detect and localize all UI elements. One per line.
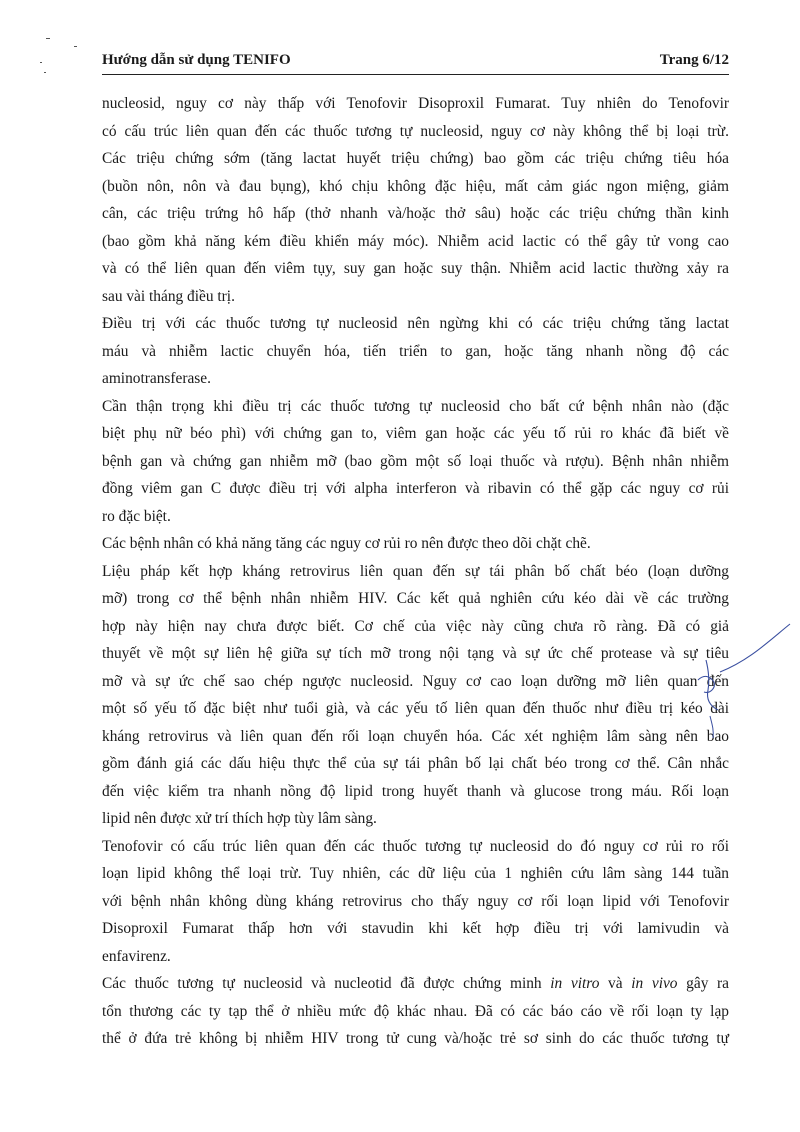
scan-mark-2 <box>74 46 77 47</box>
text-line: Cần thận trọng khi điều trị các thuốc tương tự nucleosid cho bất cứ bệnh nhân nào (đặc <box>102 397 729 415</box>
scan-mark-3 <box>40 62 42 63</box>
text-line: mỡ và sự ức chế sao chép ngược nucleosid. Nguy cơ cao loạn dưỡng mỡ liên quan đến <box>102 672 729 690</box>
handwritten-signature <box>680 620 792 740</box>
text-line: Các bệnh nhân có khả năng tăng các nguy cơ rủi ro nên được theo dõi chặt chẽ. <box>102 535 591 552</box>
paragraph <box>102 393 729 531</box>
text-line: có cấu trúc liên quan đến các thuốc tương tự nucleosid, nguy cơ này không thể bị loại trừ. <box>102 122 729 140</box>
text-line: tổn thương các ty tạp thể ở nhiều mức độ khác nhau. Đã có các báo cáo về rối loạn ty lạp <box>102 1002 729 1020</box>
scan-mark-1 <box>46 38 50 39</box>
page-number: Trang 6/12 <box>659 52 729 68</box>
text-line: mỡ) trong cơ thể bệnh nhân nhiễm HIV. Các kết quả nghiên cứu kéo dài về các trường <box>102 590 729 607</box>
header-rule <box>102 74 729 75</box>
text-line: Các triệu chứng sớm (tăng lactat huyết triệu chứng) bao gồm các triệu chứng tiêu hóa <box>102 150 729 167</box>
text-line: biệt phụ nữ béo phì) với chứng gan to, viêm gan hoặc các yếu tố rủi ro khác đã biết về <box>102 425 729 442</box>
text-line: (bao gồm khả năng kém điều khiển máy móc). Nhiễm acid lactic có thể gây tử vong cao <box>102 232 729 250</box>
text-line: với bệnh nhân không dùng kháng retrovirus cho thấy nguy cơ rối loạn lipid với Tenofovir <box>102 892 729 910</box>
document-body <box>102 90 729 1053</box>
text-line: thể ở đứa trẻ không bị nhiễm HIV trong tử cung và/hoặc trẻ sơ sinh do các thuốc tương tự <box>102 1030 729 1047</box>
paragraph <box>102 558 729 833</box>
text-line: đồng viêm gan C được điều trị với alpha interferon và ribavin có thể gặp các nguy cơ rủi <box>102 480 729 497</box>
text-line: sau vài tháng điều trị. <box>102 287 235 305</box>
text-line: hợp này hiện nay chưa được biết. Cơ chế của việc này cũng chưa rõ ràng. Đã có giả <box>102 617 729 635</box>
text-line: máu và nhiễm lactic chuyển hóa, tiến triển to gan, hoặc tăng nhanh nồng độ các <box>102 342 729 360</box>
text-line: enfavirenz. <box>102 947 171 965</box>
text-line: Các thuốc tương tự nucleosid và nucleotid đã được chứng minh in vitro và in vivo gây ra <box>102 975 729 992</box>
paragraph <box>102 833 729 971</box>
paragraph <box>102 530 729 558</box>
text-line: đến việc kiểm tra nhanh nồng độ lipid trong huyết thanh và glucose trong máu. Rối loạn <box>102 782 729 800</box>
paragraph <box>102 310 729 393</box>
text-line: Disoproxil Fumarat thấp hơn với stavudin khi kết hợp điều trị với lamivudin và <box>102 920 729 937</box>
text-line: và có thể liên quan đến viêm tụy, suy gan hoặc suy thận. Nhiễm acid lactic thường xảy ra <box>102 260 729 277</box>
text-line: aminotransferase. <box>102 370 211 387</box>
text-line: kháng retrovirus và liên quan đến rối loạn chuyển hóa. Các xét nghiệm lâm sàng nên bao <box>102 727 729 745</box>
scan-mark-4 <box>44 72 46 73</box>
paragraph <box>102 90 729 310</box>
text-line: loạn lipid không thể loại trừ. Tuy nhiên, các dữ liệu của 1 nghiên cứu lâm sàng 144 tuần <box>102 865 729 882</box>
text-line: Điều trị với các thuốc tương tự nucleosid nên ngừng khi có các triệu chứng tăng lactat <box>102 315 729 332</box>
text-line: thuyết về một sự liên hệ giữa sự tích mỡ trong nội tạng và sự ức chế protease và sự tiêu <box>102 645 729 662</box>
paragraph <box>102 970 729 1053</box>
page-header <box>102 52 729 69</box>
text-line: (buồn nôn, nôn và đau bụng), khó chịu không đặc hiệu, mất cảm giác ngon miệng, giảm <box>102 177 729 195</box>
text-line: bệnh gan và chứng gan nhiễm mỡ (bao gồm một số loại thuốc và rượu). Bệnh nhân nhiễm <box>102 452 729 470</box>
text-line: lipid nên được xử trí thích hợp tùy lâm sàng. <box>102 810 377 827</box>
text-line: một số yếu tố đặc biệt như tuổi già, và các yếu tố liên quan đến thuốc như điều trị kéo dài <box>102 700 729 717</box>
document-title: Hướng dẫn sử dụng TENIFO <box>102 52 291 68</box>
text-line: cân, các triệu trứng hô hấp (thở nhanh và/hoặc thở sâu) hoặc các triệu chứng thần kinh <box>102 205 729 222</box>
text-line: ro đặc biệt. <box>102 507 171 525</box>
text-line: Liệu pháp kết hợp kháng retrovirus liên quan đến sự tái phân bố chất béo (loạn dưỡng <box>102 562 729 580</box>
text-line: nucleosid, nguy cơ này thấp với Tenofovir Disoproxil Fumarat. Tuy nhiên do Tenofovir <box>102 95 729 112</box>
text-line: gồm đánh giá các dấu hiệu thực thể của sự tái phân bố lại chất béo trong cơ thể. Cân nhắc <box>102 755 729 772</box>
text-line: Tenofovir có cấu trúc liên quan đến các thuốc tương tự nucleosid do đó nguy cơ rủi ro rối <box>102 837 729 855</box>
